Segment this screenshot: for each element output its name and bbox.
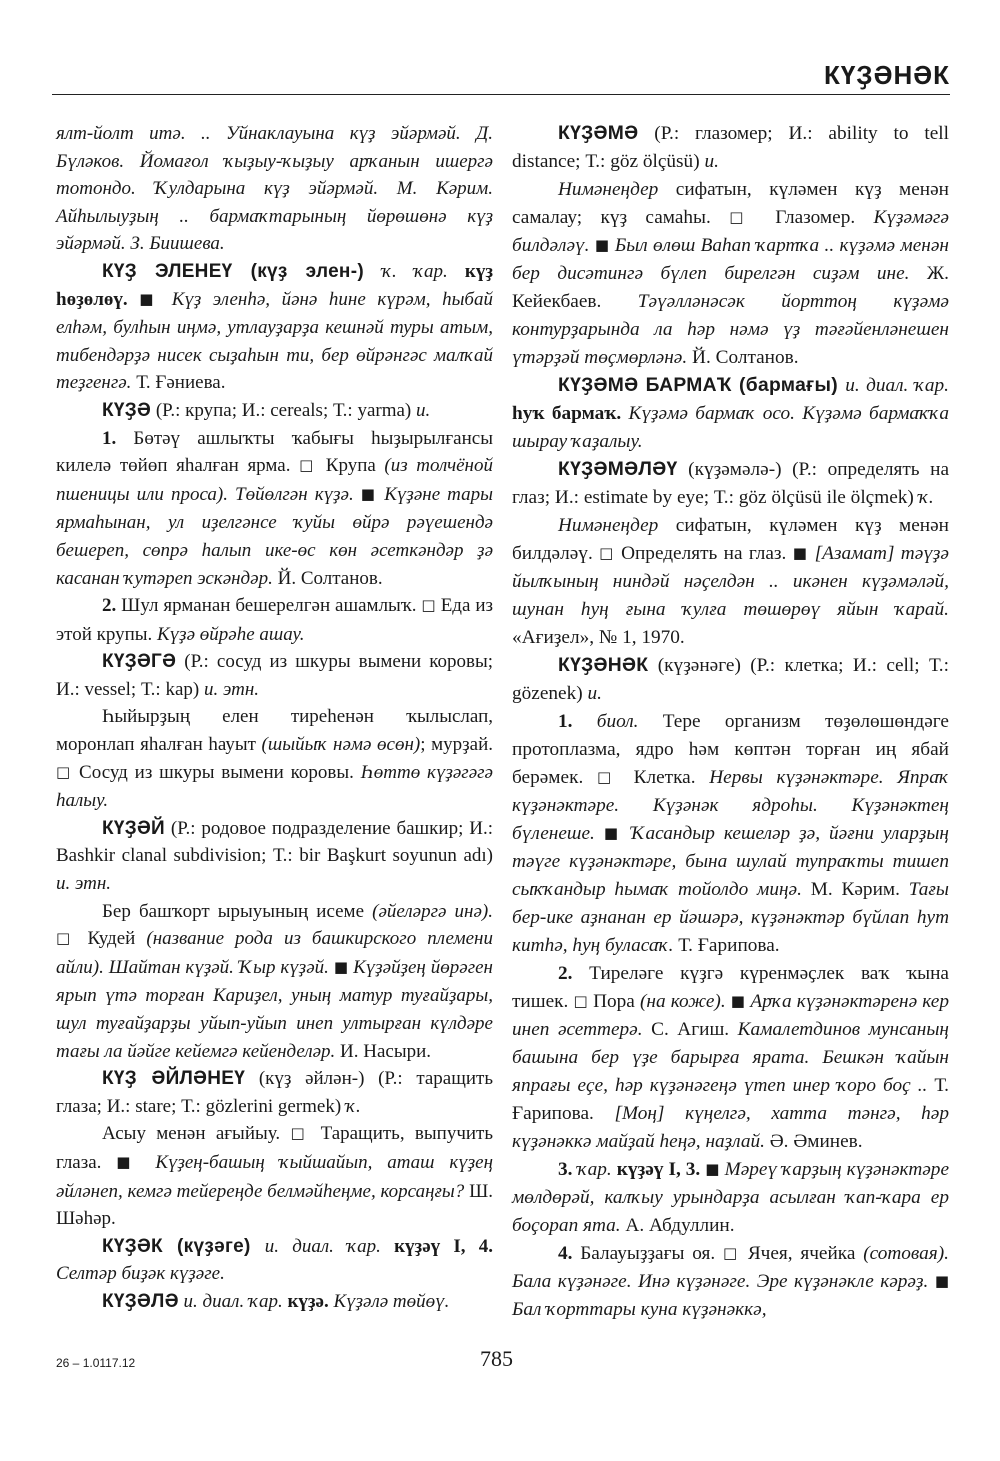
grammar-label: и. bbox=[416, 399, 431, 421]
example: Күҙәлә төйөү. bbox=[328, 1290, 450, 1312]
grammar-label: ҡ. ҡар. bbox=[381, 260, 448, 282]
definition-para bbox=[56, 1120, 493, 1232]
russian-equivalent: Пора bbox=[593, 991, 640, 1012]
source: И. Насыри. bbox=[335, 1040, 432, 1062]
grammar-label: ҡ. bbox=[918, 487, 934, 508]
russian-mark-icon: □ bbox=[299, 456, 318, 475]
entry-kuzemeleu bbox=[512, 456, 949, 512]
headword: КҮҘӘЛӘ bbox=[102, 1290, 179, 1312]
example-mark-icon: ■ bbox=[594, 236, 610, 254]
definition: Балауыҙҙағы оя. bbox=[572, 1243, 723, 1264]
example: Күҙәйҙең йөрәген ярып үтә торған Кариҙел, уның матур туғайҙары, шул туғайҙарҙы уйып-уйып инеп ултырған күлдәре тағы ла йәйге кейемгә кейенделәр. bbox=[56, 956, 493, 1062]
definition: Асыу менән ағыйыу. bbox=[102, 1123, 291, 1145]
headword: КҮҘӘМӘЛӘҮ bbox=[558, 459, 678, 480]
example: [Азамат] тәүҙә йылҡының ниндәй нәҫелдән .. икәнен күҙәмәләй, шунан һуң ғына ҡулға төшөрөү яйын ҡарай. bbox=[512, 543, 949, 620]
example: Һөттө күҙәгәгә һалыу. bbox=[56, 761, 493, 812]
russian-equivalent: Крупа bbox=[325, 455, 385, 477]
continued-text: ялт-йолт итә. .. Уйнаклауына күҙ эйәрмәй. Д. Бүләков. Йомағол ҡыҙыу-ҡыҙыу арҡанын ишергә тотондо. Ҡулдарына күҙ эйәрмәй. М. Кәрим. Айһылыуҙың .. бармаҡтарының йөрөшөнә күҙ эйәрмәй. З. Биишева. bbox=[56, 123, 493, 255]
source: А. Абдуллин. bbox=[620, 1215, 735, 1236]
footer-code: 26 – 1.0117.12 bbox=[56, 1356, 136, 1370]
grammar-label: ҡ. bbox=[345, 1095, 361, 1117]
translations: (күҙәнәге) (Р.: клетка; И.: cell; Т.: gözenek) bbox=[512, 655, 949, 704]
example-mark-icon: ■ bbox=[705, 1160, 720, 1178]
cross-ref: күҙә. bbox=[282, 1290, 329, 1312]
entry-kuz-eleneu bbox=[56, 258, 493, 397]
example: Күҙәмәгә билдәләү. bbox=[512, 207, 949, 256]
grammar-label: и. этн. bbox=[56, 873, 112, 895]
definition: Һыйырҙың елен тиреһенән ҡылыслап, моронлап яһалған һауыт bbox=[56, 706, 493, 756]
translations: (күҙ әйлән-) (Р.: таращить глаза; И.: stare; Т.: gözlerini germek) bbox=[56, 1068, 493, 1117]
definition-lead: Нимәнеңдер bbox=[558, 515, 659, 536]
russian-equivalent: Таращить, выпучить глаза. bbox=[56, 1123, 494, 1173]
cross-ref: күҙ һөҙөлөү. bbox=[56, 260, 493, 310]
source: С. Агиш. bbox=[642, 1019, 730, 1040]
russian-equivalent: Сосуд из шкуры вымени коровы. bbox=[79, 761, 354, 783]
sense-number: 3. bbox=[558, 1159, 573, 1180]
definition-para bbox=[56, 898, 493, 1066]
translations: (Р.: крупа; И.: cereals; Т.: yarma) bbox=[151, 399, 417, 421]
definition-para bbox=[56, 703, 493, 814]
cross-ref: күҙәү I, 3. bbox=[611, 1159, 701, 1180]
example-mark-icon: ■ bbox=[116, 1152, 141, 1171]
example-mark-icon: ■ bbox=[730, 992, 746, 1010]
entry-kuze bbox=[56, 397, 493, 425]
sense-number: 1. bbox=[102, 427, 117, 449]
headword: КҮҘӘГӘ bbox=[102, 651, 177, 673]
russian-equivalent: Клетка. bbox=[633, 767, 696, 788]
russian-mark-icon: □ bbox=[722, 1244, 741, 1262]
russian-mark-icon: □ bbox=[573, 992, 588, 1010]
russian-mark-icon: □ bbox=[290, 1124, 311, 1143]
russian-equivalent: Определять на глаз. bbox=[621, 543, 787, 564]
grammar-label: и. bbox=[704, 151, 719, 172]
headword-form: (бармағы) bbox=[731, 375, 846, 396]
example: Күҙәне тары ярмаһынан, ул иҙелгәнсе ҡуйы өйрә рәүешендә бешереп, сөпрә һалып ике-өс көн әсеткәндәр ҙә касанан ҡутәреп эскәндәр. bbox=[56, 483, 493, 589]
headword: КҮҘӘМӘ bbox=[558, 123, 639, 144]
source: Т. Ғарипова. bbox=[673, 935, 780, 956]
source: «Ағиҙел», № 1, 1970. bbox=[512, 627, 685, 648]
example: Күҙәмә бармаҡ осо. Күҙәмә бармаҡҡа шырау ҡаҙалыу. bbox=[512, 403, 949, 452]
russian-mark-icon: □ bbox=[729, 208, 757, 226]
grammar-label: и. bbox=[587, 683, 602, 704]
russian-mark-icon: □ bbox=[599, 544, 615, 562]
example: Күҙең-башың ҡыйшайып, аташ күҙең әйләнеп, кемгә тейереңде белмәйһеңме, корсаңғы? bbox=[56, 1151, 493, 1202]
source: Й. Солтанов. bbox=[272, 567, 383, 589]
grammar-label: и. диал. ҡар. bbox=[178, 1290, 283, 1312]
sense-number: 1. bbox=[558, 711, 573, 732]
entry-kuzenek bbox=[512, 652, 949, 708]
left-column bbox=[56, 120, 493, 1316]
headword-form: (күҙ элен-) bbox=[232, 260, 382, 282]
headword: КҮҘӘЙ bbox=[102, 817, 166, 839]
example-mark-icon: ■ bbox=[360, 484, 378, 503]
sense-2 bbox=[512, 960, 949, 1156]
russian-mark-icon: □ bbox=[421, 596, 436, 615]
translations: (күҙәмәлә-) (Р.: определять на глаз; И.: estimate by eye; Т.: göz ölçüsü ile ölçmek) bbox=[512, 459, 949, 508]
header-rule bbox=[52, 94, 950, 95]
definition: Тере организм төҙөлөшөндәге протоплазма, ядро һәм көптән торған иң ябай берәмек. bbox=[512, 711, 949, 788]
headword: КҮҘӘ bbox=[102, 399, 152, 421]
example: Мәреү ҡарҙың күҙәнәктәре мөлдөрәй, калҡыу урындарҙа асылған ҡап-ҡара ер боҫорап ята. bbox=[512, 1159, 949, 1236]
cross-ref: күҙәү I, 4. bbox=[380, 1235, 493, 1257]
definition-para bbox=[512, 512, 949, 652]
russian-note: (на коже). bbox=[639, 991, 726, 1012]
entry-kuzeme bbox=[512, 120, 949, 176]
russian-equivalent: Еда из этой крупы. bbox=[56, 595, 493, 645]
headword: КҮҘ ӘЙЛӘНЕҮ bbox=[102, 1068, 246, 1090]
source: Й. Солтанов. bbox=[687, 347, 799, 368]
entry-kuzek bbox=[56, 1233, 493, 1288]
example: Нервы күҙәнәктәре. Япраҡ күҙәнәктәре. Күҙәнәк ядроһы. Күҙәнәктең бүленеше. bbox=[512, 767, 949, 844]
entry-kuz-eyleneu bbox=[56, 1065, 493, 1120]
sense-1 bbox=[512, 708, 949, 960]
sense-1 bbox=[56, 425, 493, 593]
entry-kuzey bbox=[56, 815, 493, 898]
definition: сифатын, күләмен күҙ менән самалау; күҙ самаһы. bbox=[512, 179, 949, 228]
example-mark-icon: ■ bbox=[792, 544, 809, 562]
headword: КҮҘӘК bbox=[102, 1235, 163, 1257]
russian-note: (сотовая). bbox=[863, 1243, 949, 1264]
definition: ; мурҙай. bbox=[420, 734, 493, 756]
example: Камалетдинов мунсаның башына бер үҙе барырға ярата. Бешкән ҡайын япрағы еҫе, һәр күҙәнәгеңә үтеп инер ҡоро боҫ .. bbox=[512, 1019, 949, 1096]
cross-ref: һуҡ бармаҡ. bbox=[512, 403, 622, 424]
grammar-label: ҡар. bbox=[572, 1159, 612, 1180]
entry-kuzeme-barmak bbox=[512, 372, 949, 456]
example: Күҙә өйрәһе ашау. bbox=[152, 623, 305, 645]
example: Төйөлгән күҙә. bbox=[227, 483, 354, 505]
example: Бал ҡорттары куна күҙәнәккә, bbox=[512, 1299, 767, 1320]
source: М. Кәрим. bbox=[801, 879, 900, 900]
grammar-label: и. диал. ҡар. bbox=[845, 375, 949, 396]
example: Күҙ эленһә, йәнә һине күрәм, һыбай елһәм, булһын иңмә, утлауҙарҙа кешнәй туры атым, тибендәрҙә нисек сыҙаһын ти, бер өйрәнгәс малҡай теҙгенгә. bbox=[56, 288, 493, 394]
definition: Бөтәү ашлыҡты ҡабығы һыҙырылғансы килелә төйөп яһалған ярма. bbox=[56, 427, 493, 477]
russian-mark-icon: □ bbox=[56, 762, 73, 781]
grammar-label: и. этн. bbox=[203, 678, 259, 700]
example: Тәүәлләнәсәк йорттоң күҙәмә контурҙарында ла һәр нәмә үҙ тәғәйенләнешен үтәрҙәй төҫмөрләнә. bbox=[512, 291, 949, 368]
sense-4 bbox=[512, 1240, 949, 1324]
entry-continuation bbox=[56, 120, 493, 258]
russian-mark-icon: □ bbox=[56, 929, 77, 948]
example: [Моң] күңелгә, хатта тәнгә, һәр күҙәнәккә майҙай һеңә, наҙлай. bbox=[512, 1103, 949, 1152]
definition: Тиреләге күҙгә күренмәҫлек ваҡ ҡына тишек. bbox=[512, 963, 949, 1012]
sense-number: 4. bbox=[558, 1243, 573, 1264]
russian-equivalent: Кудей bbox=[76, 928, 147, 950]
right-column bbox=[512, 120, 949, 1324]
definition: Бер башҡорт ырыуының исеме bbox=[102, 900, 373, 922]
russian-equivalent: Глазомер. bbox=[775, 207, 856, 228]
source: Т. Ғәниева. bbox=[131, 372, 226, 394]
source: Ә. Әминев. bbox=[764, 1131, 863, 1152]
example: Арҡа күҙәнәктәренә кер инеп әсеттерә. bbox=[512, 991, 949, 1040]
translations: (Р.: родовое подразделение башкир; И.: Bashkir clanal subdivision; Т.: bir Başkurt soyunun adı) bbox=[56, 817, 493, 867]
source: Т. Ғарипова. bbox=[512, 1075, 950, 1124]
source: Ш. Шәһәр. bbox=[56, 1180, 493, 1230]
sense-3 bbox=[512, 1156, 949, 1240]
example: Селтәр биҙәк күҙәге. bbox=[56, 1263, 225, 1285]
sense-number: 2. bbox=[558, 963, 573, 984]
running-head: КҮҘӘНӘК bbox=[823, 60, 950, 90]
source: Ж. Кейекбаев. bbox=[512, 263, 949, 312]
sense-2 bbox=[56, 592, 493, 648]
example-mark-icon: ■ bbox=[603, 824, 623, 842]
definition-note: (шыйыҡ нәмә өсөн) bbox=[261, 734, 421, 756]
russian-note: (из толчёной пшеницы или проса). bbox=[56, 455, 493, 505]
example-mark-icon: ■ bbox=[333, 957, 349, 976]
page-number: 785 bbox=[480, 1346, 513, 1371]
definition: Шул ярманан бешерелгән ашамлыҡ. bbox=[116, 595, 422, 617]
entry-kuzele bbox=[56, 1288, 493, 1316]
example: Тағы бер-ике аҙнанан ер йәшәрә, күҙәнәктәр бүйлап һут китһә, һуң буласаҡ. bbox=[512, 879, 949, 956]
domain-label: биол. bbox=[572, 711, 639, 732]
entry-kuzege bbox=[56, 648, 493, 703]
example: Шайтан күҙәй. Ҡыр күҙәй. bbox=[103, 956, 329, 978]
translations: (Р.: глазомер; И.: ability to tell distance; Т.: göz ölçüsü) bbox=[512, 123, 949, 172]
translations: (Р.: сосуд из шкуры вымени коровы; И.: vessel; Т.: kap) bbox=[56, 651, 493, 700]
headword: КҮҘӘМӘ БАРМАҠ bbox=[558, 375, 732, 396]
example: Ҡасандыр кешеләр ҙә, йәғни уларҙың тәүге күҙәнәктәре, бына шулай тупраҡты тишеп сыҡҡандыр һымаҡ тойолдо миңә. bbox=[512, 823, 949, 900]
grammar-label: и. диал. ҡар. bbox=[264, 1235, 381, 1257]
definition: сифатын, күләмен күҙ менән билдәләү. bbox=[512, 515, 949, 564]
russian-note: (название рода из башкирского племени айли). bbox=[56, 928, 493, 978]
headword: КҮҘ ЭЛЕНЕҮ bbox=[102, 260, 233, 282]
russian-mark-icon: □ bbox=[596, 768, 620, 786]
headword: КҮҘӘНӘК bbox=[558, 655, 649, 676]
example-mark-icon: ■ bbox=[139, 289, 161, 308]
russian-equivalent: Ячея, ячейка bbox=[747, 1243, 864, 1264]
example: Бала күҙәнәге. Инә күҙәнәге. Эре күҙәнәкле кәрәҙ. bbox=[512, 1271, 929, 1292]
definition-para bbox=[512, 176, 949, 372]
definition-lead: Нимәнеңдер bbox=[558, 179, 659, 200]
sense-number: 2. bbox=[102, 595, 117, 617]
headword-form: (күҙәге) bbox=[162, 1235, 265, 1257]
example-mark-icon: ■ bbox=[934, 1272, 949, 1290]
example: Был өлөш Ваһап ҡартҡа .. күҙәмә менән бер дисәтингә бүлеп бирелгән сиҙәм ине. bbox=[512, 235, 949, 284]
definition-note: (әйеләргә инә). bbox=[372, 900, 493, 922]
